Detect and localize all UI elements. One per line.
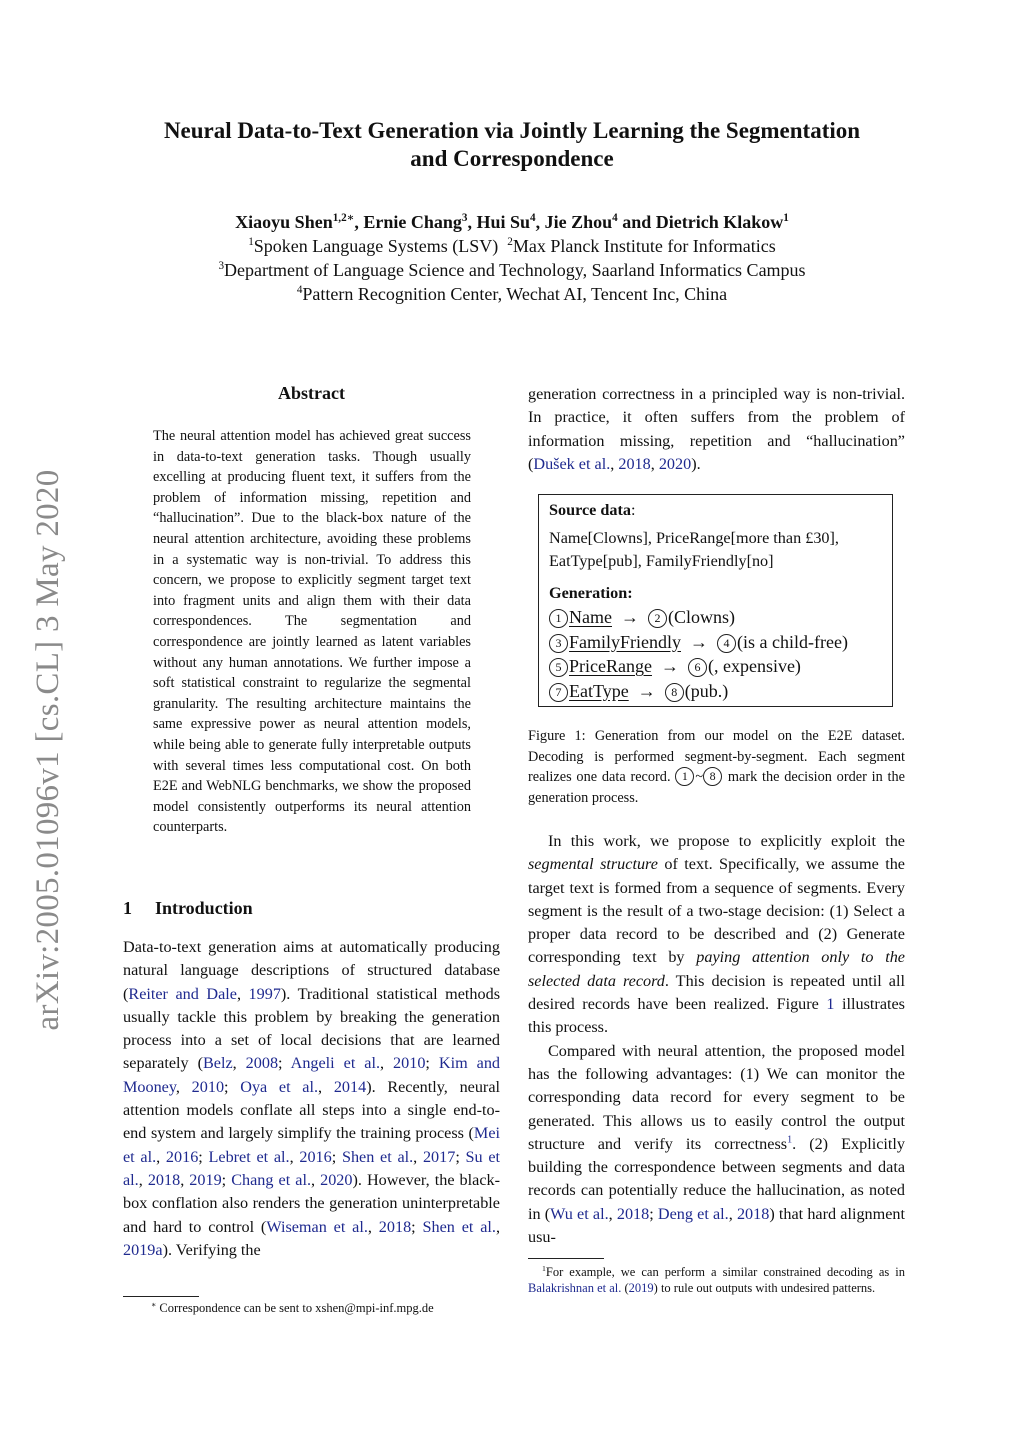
circled-number: 4 (717, 634, 736, 653)
record-key: PriceRange (569, 656, 652, 676)
footnote-rule-right (528, 1258, 604, 1259)
footnote-mark: ∗ (151, 1299, 157, 1309)
footnote-right (528, 1264, 905, 1297)
intro-left-column (123, 936, 500, 1262)
citation-separator: , (650, 454, 659, 473)
author-1: Xiaoyu Shen (235, 212, 333, 232)
citation-balakrishnan-year[interactable]: 2019 (628, 1281, 654, 1296)
footnote-left (151, 1300, 511, 1316)
citation-wu-year[interactable]: 2018 (616, 1204, 650, 1223)
abstract-text: The neural attention model has achieved great success in data-to-text generation tasks. Though usually excelling at producing fluent text, it suffers from the problem of information missing, repetition and “hallucination”. Due to the black-box nature of the neural attention architecture, avoiding these problems in a systematic way is non-trivial. To address this concern, we propose to explicitly segment target text into fragment units and align them with their data correspondences. The segmentation and correspondence are jointly learned as latent variables without any human annotations. We further impose a soft statistical constraint to regularize the segmental granularity. The resulting architecture maintains the same expressive power as neural attention models, while being able to generate fully interpretable outputs with several times less computational cost. On both E2E and WebNLG benchmarks, we show the proposed model consistently outperforms its neural attention counterparts. (153, 428, 471, 836)
circled-number: 2 (648, 609, 667, 628)
intro-right-continuation (528, 383, 905, 476)
affiliation-2: Max Planck Institute for Informatics (512, 236, 776, 256)
arxiv-stamp: arXiv:2005.01096v1 [cs.CL] 3 May 2020 (30, 469, 66, 1031)
citation-semicolon: ; (224, 1077, 241, 1096)
footnote-rule-left (123, 1296, 199, 1297)
source-data-colon: : (631, 501, 636, 519)
arrow-icon: → (620, 607, 639, 627)
citation-oya-year[interactable]: 2014 (333, 1077, 367, 1096)
citation-semicolon: ; (278, 1054, 291, 1073)
source-data-heading (549, 499, 882, 523)
generation-label: Generation: (549, 583, 633, 602)
citation-separator: , (175, 1077, 192, 1096)
citation-semicolon: ; (425, 1054, 439, 1073)
citation-lebret[interactable]: Lebret et al. (208, 1147, 290, 1166)
generation-step (549, 630, 882, 655)
paper-title (100, 117, 924, 173)
body-text: Compared with neural attention, the proposed model has the following advantages: (1) We can monitor the corresponding data record for every segment to be generated. This allows us to easily control the output structure and verify its correctness (528, 1041, 905, 1153)
author-5-sup: 1 (783, 212, 789, 224)
citation-dusek-year-2018[interactable]: 2018 (618, 454, 651, 473)
section-heading-introduction (123, 898, 503, 919)
citation-separator: , (495, 1217, 501, 1236)
source-data-line-1: Name[Clowns], PriceRange[more than £30], (549, 528, 839, 547)
author-block (100, 210, 924, 306)
citation-deng[interactable]: Deng et al. (657, 1204, 729, 1223)
intro-continuation-paragraph (528, 383, 905, 476)
affiliation-4: Pattern Recognition Center, Wechat AI, Tencent Inc, China (302, 284, 728, 304)
affiliation-line-3 (100, 282, 924, 306)
citation-wiseman-year[interactable]: 2018 (378, 1217, 412, 1236)
citation-mei-year[interactable]: 2016 (165, 1147, 199, 1166)
author-3-sup: 4 (530, 212, 536, 224)
generated-text: (, expensive) (707, 656, 801, 676)
affiliation-line-1 (100, 234, 924, 258)
citation-semicolon: ; (455, 1147, 466, 1166)
intro-text: generation correctness in a principled way is non-trivial. In practice, it often suffers from the problem of information missing, repetition and “hallucination” ( (528, 385, 905, 473)
citation-chang-year[interactable]: 2020 (320, 1170, 353, 1189)
author-names (100, 210, 924, 234)
citation-semicolon: ; (198, 1147, 209, 1166)
circled-number: 6 (688, 658, 707, 677)
footnote-text: Correspondence can be sent to xshen@mpi-inf.mpg.de (156, 1301, 434, 1315)
footnote-marker[interactable]: 1 (787, 1134, 793, 1146)
citation-separator: , (180, 1170, 190, 1189)
circled-number: 3 (549, 634, 568, 653)
author-4: , Jie Zhou (535, 212, 613, 232)
citation-kim-year[interactable]: 2010 (191, 1077, 225, 1096)
citation-separator: , (232, 1054, 246, 1073)
citation-separator: , (138, 1170, 148, 1189)
citation-separator: , (156, 1147, 166, 1166)
aff1-sup: 1 (248, 236, 254, 248)
author-2-sup: 3 (461, 212, 468, 224)
circled-number: 8 (665, 683, 684, 702)
arrow-icon: → (660, 656, 679, 676)
source-data-line-2: EatType[pub], FamilyFriendly[no] (549, 552, 774, 570)
generated-text: (Clowns) (667, 607, 735, 627)
intro-text: Data-to-text generation aims at automatically producing natural language descriptions of structured database ( (123, 938, 500, 1003)
citation-separator: , (413, 1147, 423, 1166)
record-key: Name (569, 607, 612, 627)
title-line-1: Neural Data-to-Text Generation via Jointly Learning the Segmentation (163, 118, 861, 143)
citation-separator: , (380, 1054, 394, 1073)
footnote-mark: 1 (542, 1263, 546, 1273)
circled-number: 1 (675, 767, 694, 786)
citation-kim[interactable]: Kim and Mooney (123, 1054, 501, 1096)
author-3: , Hui Su (467, 212, 531, 232)
citation-shen2-year[interactable]: 2019a (123, 1240, 163, 1259)
author-5: and Dietrich Klakow (617, 212, 784, 232)
citation-separator: , (367, 1217, 379, 1236)
affiliation-1: Spoken Language Systems (LSV) (253, 236, 499, 256)
title-line-2: and Correspondence (410, 146, 614, 171)
intro-text: ). Verifying the (162, 1240, 261, 1259)
citation-separator: , (236, 984, 249, 1003)
section-title: Introduction (155, 898, 253, 918)
intro-paragraph-2 (528, 830, 905, 1040)
section-number: 1 (123, 898, 132, 918)
body-text: In this work, we propose to explicitly exploit the (548, 832, 905, 850)
figure-1-box (538, 494, 893, 707)
footnote-text: ) to rule out outputs with undesired patterns. (653, 1281, 876, 1296)
intro-right-column (528, 830, 905, 1249)
generation-step (549, 605, 882, 630)
body-text: of text. Specifically, we assume the target text is formed from a sequence of segments. Every segment is the result of a two-stage decision: (1) Select a proper data record to be described and (2) Generate corresponding text by (528, 855, 905, 967)
citation-separator: , (318, 1077, 334, 1096)
citation-wu[interactable]: Wu et al. (550, 1204, 609, 1223)
citation-semicolon: ; (331, 1147, 342, 1166)
citation-dusek-year-2020[interactable]: 2020 (658, 454, 692, 473)
citation-shen-year[interactable]: 2017 (422, 1147, 456, 1166)
citation-separator: , (311, 1170, 321, 1189)
aff2-sup: 2 (507, 236, 513, 248)
circled-number: 8 (703, 767, 722, 786)
citation-semicolon: ; (411, 1217, 423, 1236)
caption-text: Figure 1: Generation from our model on the E2E dataset. Decoding is performed segment-by-segment. Each segment realizes one data record. (528, 728, 905, 786)
author-2: , Ernie Chang (354, 212, 462, 232)
emphasis-text: paying attention only to the selected data record (528, 948, 905, 990)
citation-angeli-year[interactable]: 2010 (393, 1054, 426, 1073)
citation-deng-year[interactable]: 2018 (736, 1204, 770, 1223)
circled-number: 7 (549, 683, 568, 702)
intro-text: ). However, the black-box conflation also renders the generation uninterpretable and hard to control ( (123, 1170, 500, 1236)
citation-chang[interactable]: Chang et al. (231, 1170, 311, 1189)
body-text: ) that hard alignment usu- (528, 1204, 906, 1247)
intro-text: ). Recently, neural attention models conflate all steps into a single end-to-end system and largely simplify the training process ( (123, 1077, 501, 1143)
abstract-heading: Abstract (278, 383, 345, 403)
record-key: FamilyFriendly (569, 631, 681, 652)
citation-lebret-year[interactable]: 2016 (299, 1147, 332, 1166)
arrow-icon: → (637, 680, 656, 701)
figure-reference[interactable]: 1 (826, 995, 835, 1014)
citation-angeli[interactable]: Angeli et al. (290, 1054, 381, 1073)
citation-separator: , (610, 454, 619, 473)
citation-separator: , (289, 1147, 300, 1166)
citation-shen[interactable]: Shen et al. (341, 1147, 414, 1166)
author-4-sup: 4 (612, 212, 618, 224)
citation-oya[interactable]: Oya et al. (240, 1077, 319, 1096)
intro-paragraph-3 (528, 1040, 905, 1250)
citation-wiseman[interactable]: Wiseman et al. (266, 1217, 368, 1236)
intro-text: ). Traditional statistical methods usually tackle this problem by breaking the generation process into a set of local decisions that are learned separately ( (123, 984, 501, 1073)
citation-su-year-2019[interactable]: 2019 (189, 1170, 222, 1189)
generated-text: (pub.) (684, 680, 729, 701)
body-text: . This decision is repeated until all desired records have been realized. Figure (528, 971, 905, 1014)
emphasis-text: segmental structure (528, 855, 658, 874)
arrow-icon: → (690, 631, 708, 652)
figure-1-caption (528, 726, 905, 808)
citation-belz[interactable]: Belz (202, 1054, 233, 1073)
circled-number: 1 (549, 609, 568, 628)
citation-reiter[interactable]: Reiter and Dale (128, 984, 237, 1003)
intro-paragraph-1 (123, 936, 500, 1262)
footnote-text: For example, we can perform a similar constrained decoding as in (545, 1265, 905, 1279)
affiliation-3: Department of Language Science and Technology, Saarland Informatics Campus (224, 260, 806, 280)
generation-step (549, 679, 882, 704)
body-text: . (2) Explicitly building the correspondence between segments and data records can potentially reduce the hallucination, as noted in ( (528, 1134, 905, 1223)
caption-text: mark the decision order in the generation process. (528, 769, 905, 806)
citation-semicolon: ; (221, 1170, 232, 1189)
footnote-body: $^1$For example, we can perform a similar constrained decoding as in Balakrishnan et al. (2019) to rule out outputs with undesired patterns. (528, 1263, 905, 1296)
record-key: EatType (569, 680, 629, 701)
citation-su[interactable]: Su et al. (123, 1147, 501, 1189)
source-data-label: Source data (549, 501, 631, 519)
affiliation-line-2 (100, 258, 924, 282)
citation-balakrishnan[interactable]: Balakrishnan et al. (528, 1281, 622, 1296)
body-text: illustrates this process. (528, 995, 905, 1037)
citation-separator: , (728, 1204, 737, 1223)
citation-su-year-2018[interactable]: 2018 (147, 1170, 181, 1189)
citation-semicolon: ; (649, 1204, 658, 1223)
citation-dusek[interactable]: Dušek et al. (533, 454, 611, 473)
caption-tilde: ~ (695, 769, 704, 786)
citation-reiter-year[interactable]: 1997 (248, 984, 281, 1003)
citation-belz-year[interactable]: 2008 (245, 1054, 279, 1073)
intro-text: ). (691, 454, 701, 473)
citation-separator: , (608, 1204, 617, 1223)
aff3-sup: 3 (218, 260, 225, 272)
generated-text: (is a child-free) (737, 631, 848, 652)
circled-number: 5 (549, 658, 568, 677)
citation-mei[interactable]: Mei et al. (123, 1124, 500, 1166)
aff4-sup: 4 (296, 284, 303, 296)
citation-shen2[interactable]: Shen et al. (422, 1217, 496, 1236)
generation-step (549, 654, 882, 679)
author-1-sup: 1,2∗ (332, 212, 355, 224)
